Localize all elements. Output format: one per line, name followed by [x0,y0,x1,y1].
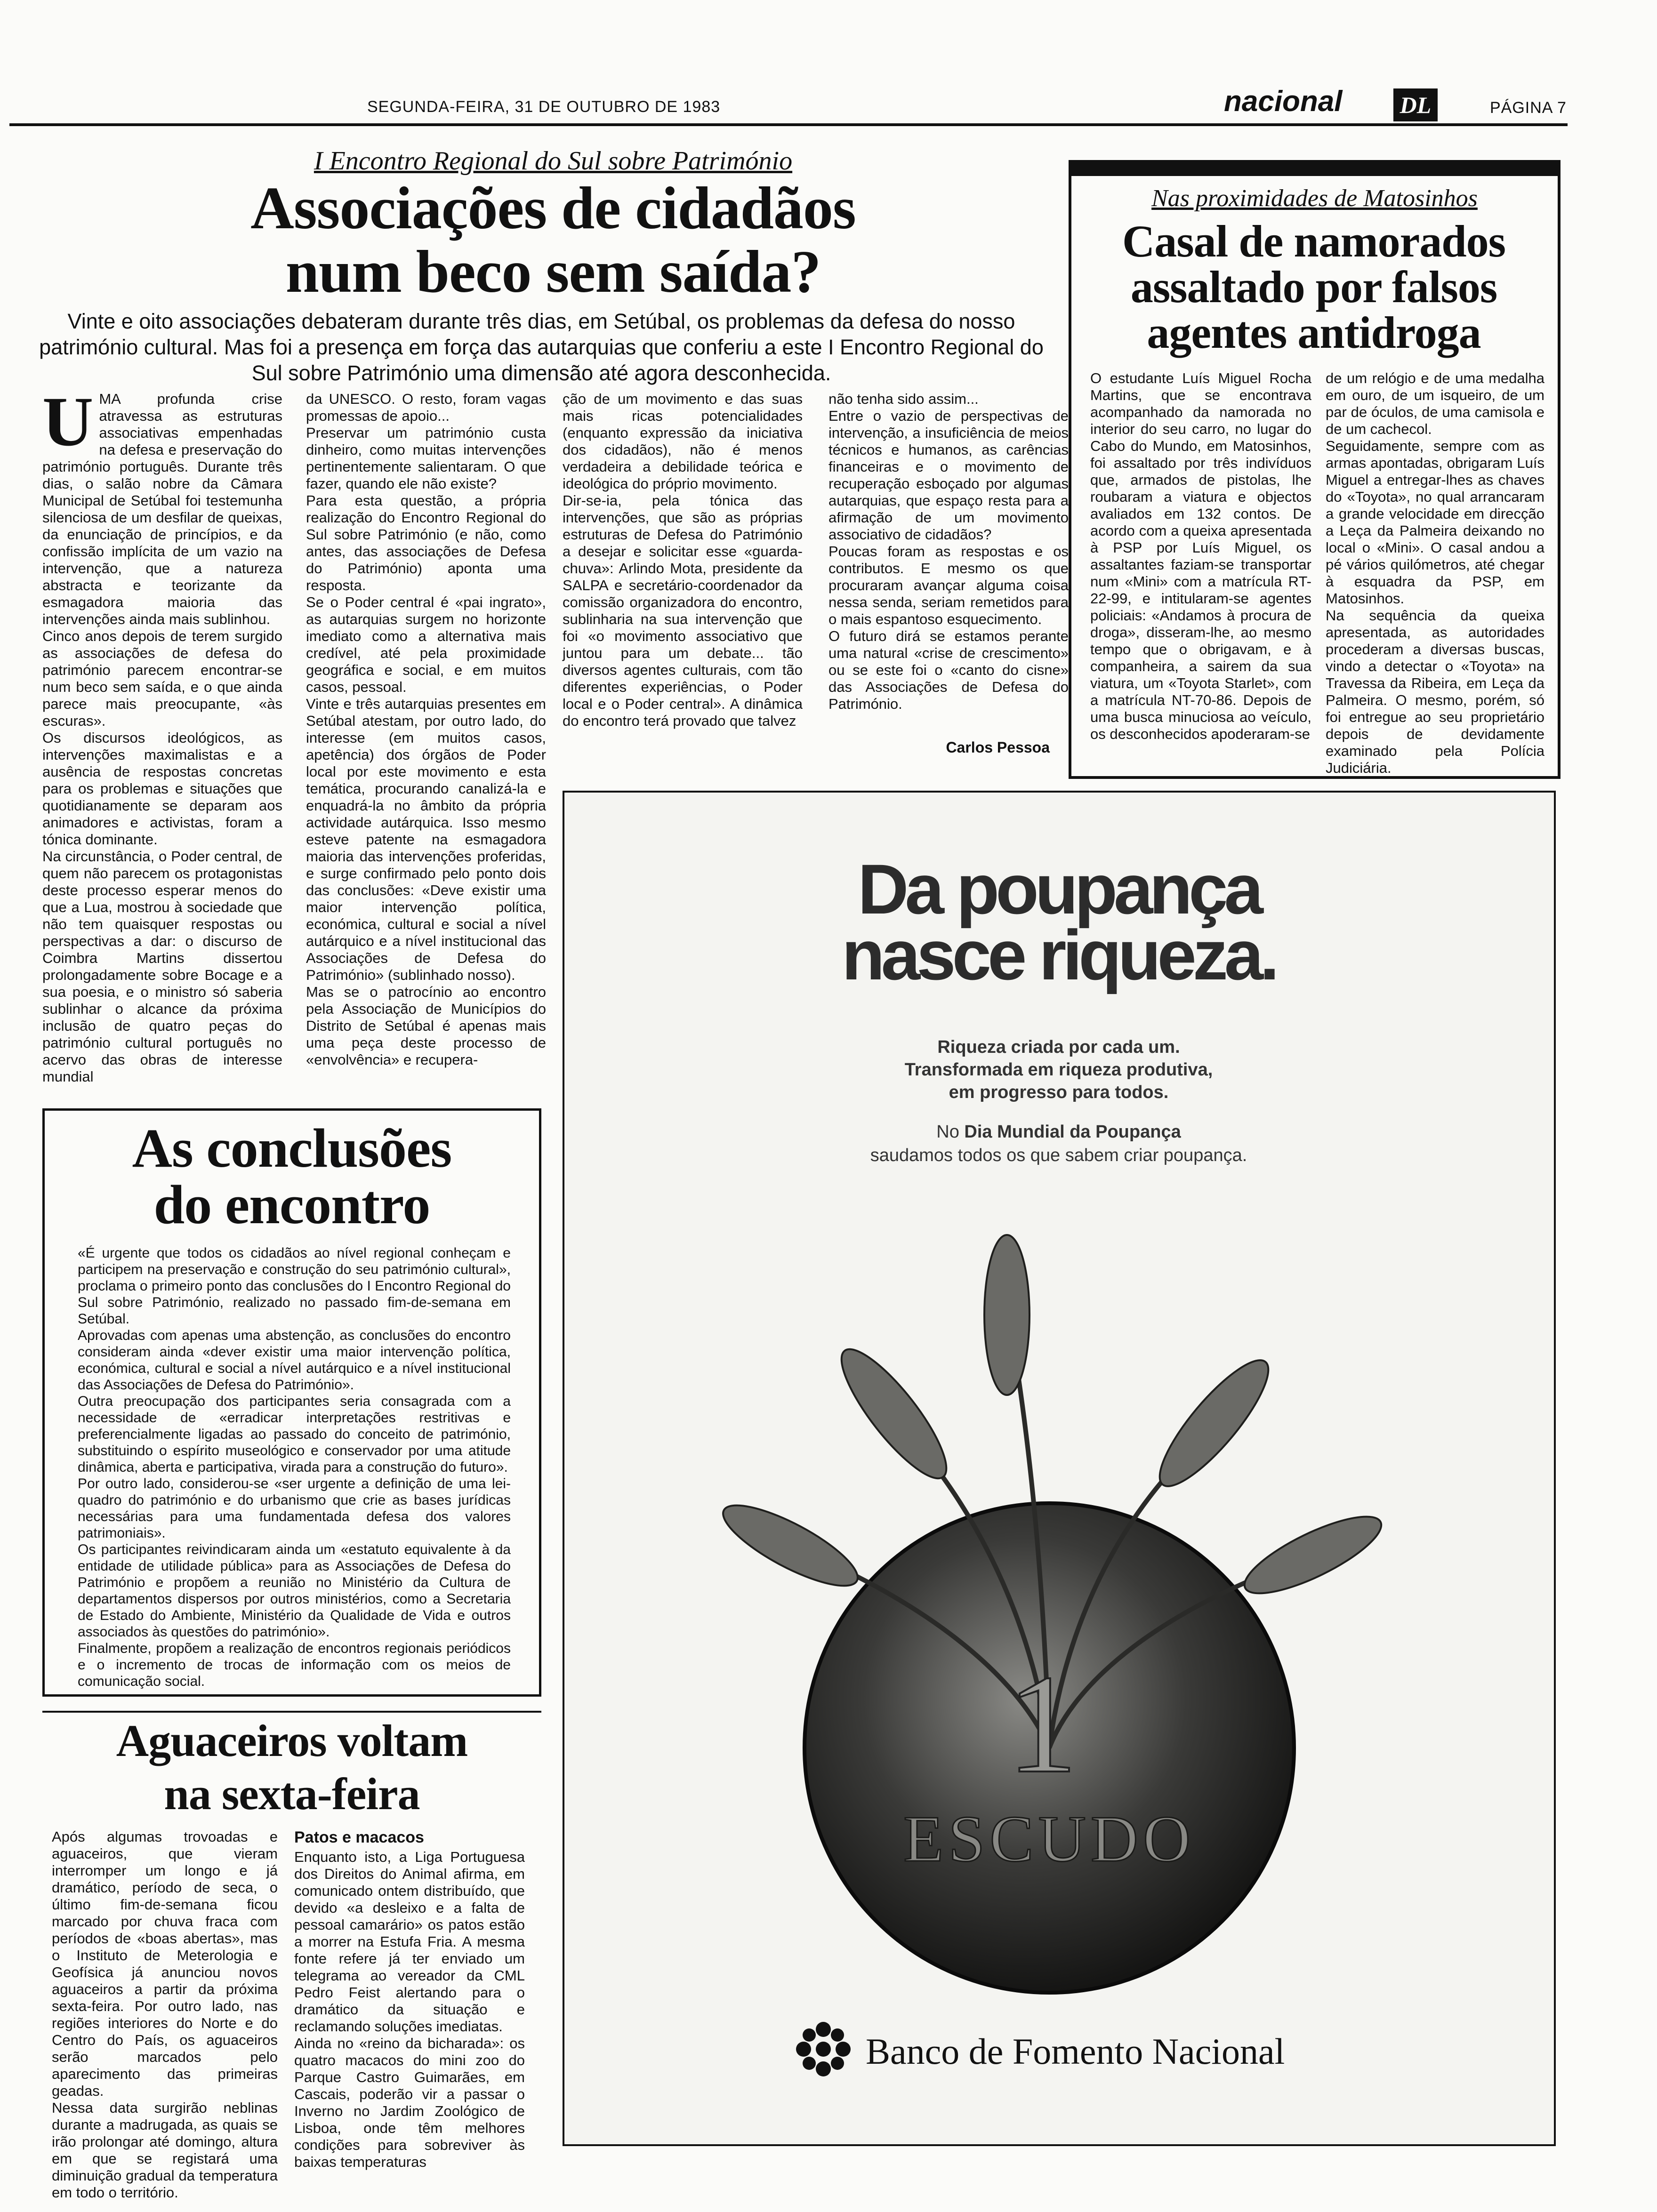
advert-greeting: saudamos todos os que sabem criar poupança. [870,1146,1247,1165]
section-name: nacional [1224,85,1343,118]
advert-event-line [564,1122,1553,1142]
bank-name: Banco de Fomento Nacional [866,2031,1285,2072]
byline: Carlos Pessoa [946,739,1050,756]
conclusions-headline-line2: do encontro [153,1174,430,1235]
side-col1-text: O estudante Luís Miguel Rocha Martins, que se encontrava acompanhado da namorada no interior do seu carro, no lugar do Cabo do Mundo, em Matosinhos, foi assaltado por três indivíduos que, armados de pistolas, lhe roubaram a viatura e objectos avaliados em 132 contos. De acordo com a queixa apresentada à PSP por Luís Miguel, os assaltantes faziam-se transportar num «Mini» com a matrícula RT-22-99, e intitularam-se agentes policiais: «Andamos à procura de droga», disseram-lhe, ao mesmo tempo que o obrigavam, e à companheira, a sairem da sua viatura, um «Toyota Starlet», com a matrícula NT-70-86. Depois de uma busca minuciosa ao veículo, os desconhecidos apoderaram-se [1090,370,1311,742]
side-kicker: Nas proximidades de Matosinhos [1151,185,1478,212]
lead-col1-text: MA profunda crise atravessa as estruturas associativas empenhadas na defesa e preservação do património português. Durante três dias, o salão nobre da Câmara Municipal de Setúbal foi testemunha silenciosa de um desfilar de queixas, da enunciação de princípios, e da confissão implícita de um vazio na intervenção, que a natureza abstracta e teorizante da esmagadora maioria das intervenções ainda mais sublinhou. Cinco anos depois de terem surgido as associações de defesa do património parecem encontrar-se num beco sem saída, e o que ainda parece mais preocupante, «às escuras». Os discursos ideológicos, as intervenções maximalistas e a ausência de respostas concretas para os problemas e situações que quotidianamente se deparam aos animadores e activistas, foram a tónica dominante. Na circunstância, o Poder central, de quem não parecem os protagonistas deste processo esperar menos do que a Lua, mostrou à sociedade que não tem quaisquer respostas ou perspectivas a dar: o discurso de Coimbra Martins dissertou prolongadamente sobre Bocage e a sua poesia, e o ministro só saberia sublinhar o alcance da próxima inclusão de quatro peças do património cultural português no acervo das obras de interesse mundial [42,391,282,1085]
side-article-box [1069,160,1560,779]
side-column-2 [1326,370,1544,776]
wheat-coin-illustration [706,1193,1412,2040]
lead-column-4 [828,391,1069,737]
side-headline: Casal de namorados assaltado por falsos agentes antidroga [1122,216,1506,358]
conclusions-text: «É urgente que todos os cidadãos ao nível regional conheçam e participem na preservação e construção do seu património cultural», proclama o primeiro ponto das conclusões do I Encontro Regional do Sul sobre Património, realizado no passado fim-de-semana em Setúbal. Aprovadas com apenas uma abstenção, as conclusões do encontro consideram ainda «dever existir uma maior intervenção política, económica, cultural e social a nível autárquico e a nível institucional das Associações de Defesa do Património». Outra preocupação dos participantes seria consagrada com a necessidade de «erradicar interpretações restritivas e preferencialmente ligadas ao passado do conceito de património, substituindo o espírito museológico e conservador por uma atitude dinâmica, aberta e participativa, virada para a construção do futuro». Por outro lado, considerou-se «ser urgente a definição de uma lei-quadro do património e do urbanismo que crie as bases jurídicas necessárias para uma fundamentada defesa dos valores patrimoniais». Os participantes reivindicaram ainda um «estatuto equivalente à da entidade de utilidade pública» para as Associações de Defesa do Património e propõem a reunião no Ministério da Cultura de departamentos dispersos por outros ministérios, como a Secretaria de Estado do Ambiente, Ministério da Qualidade de Vida e outros associados às questões do património». Finalmente, propõem a realização de encontros regionais periódicos e o incremento de trocas de informação com os meios de comunicação social. [78,1245,511,1689]
side-col2-text: de um relógio e de uma medalha em ouro, de um isqueiro, de um par de óculos, de uma camisola e de um cachecol. Seguidamente, sempre com as armas apontadas, obrigaram Luís Miguel a entregar-lhes as chaves do «Toyota», no qual arrancaram a grande velocidade em direcção a Leça da Palmeira deixando no local o «Mini». O casal andou a pé vários quilómetros, até chegar à esquadra da PSP, em Matosinhos. Na sequência da queixa apresentada, as autoridades procederam a diversas buscas, vindo a detectar o «Toyota» na Travessa da Ribeira, em Leça da Palmeira. O mesmo, porém, só foi entregue ao seu proprietário depois de devidamente examinado pela Polícia Judiciária. [1326,370,1544,776]
advert-tagline-2: Transformada em riqueza produtiva, [904,1060,1213,1080]
conclusions-body [78,1245,511,1687]
lead-column-2 [306,391,546,1101]
dl-logo-text: DL [1400,92,1432,118]
lead-kicker: I Encontro Regional do Sul sobre Património [314,146,793,176]
advert-event: Dia Mundial da Poupança [964,1122,1181,1142]
advert-box [563,791,1556,2146]
lead-headline-line1: Associações de cidadãos [250,175,856,241]
header-date: SEGUNDA-FEIRA, 31 DE OUTUBRO DE 1983 [367,98,721,116]
lead-col2-text: da UNESCO. O resto, foram vagas promessas de apoio... Preservar um património custa dinheiro, como muitas intervenções pertinentemente salientaram. O que fazer, quando ele não existe? Para esta questão, a própria realização do Encontro Regional do Sul sobre Património (e não, como antes, das associações de Defesa do Património) aponta uma resposta. Se o Poder central é «pai ingrato», as autarquias surgem no horizonte imediato como a alternativa mais credível, até pela proximidade geográfica e social, e em muitos casos, pessoal. Vinte e três autarquias presentes em Setúbal atestam, por outro lado, do interesse (em muitos casos, apetência) dos órgãos de Poder local por este movimento e esta temática, procurando canalizá-la e enquadrá-la no âmbito da própria actividade autárquica. Isso mesmo esteve patente na esmagadora maioria das intervenções proferidas, e surge confirmado pelo ponto dois das conclusões: «Deve existir uma maior intervenção política, económica, cultural e social a nível autárquico e a nível institucional das Associações de Defesa do Património» (sublinhado nosso). Mas se o patrocínio ao encontro pela Associação de Municípios do Distrito de Setúbal é apenas mais uma peça deste processo de «envolvência» e recupera- [306,391,546,1068]
page-header [0,0,1657,136]
lead-col4-text: não tenha sido assim... Entre o vazio de perspectivas de intervenção, a insuficiência de meios técnicos e humanos, as carências financeiras e o movimento de recuperação esboçado por algumas autarquias, que espaço resta para a afirmação de um movimento associativo de cidadãos? Poucas foram as respostas e os contributos. E mesmo os que procuraram avançar alguma coisa nessa senda, seriam remetidos para o mais espantoso esquecimento. O futuro dirá se estamos perante uma natural «crise de crescimento» ou se este foi o «canto do cisne» das Associações de Defesa do Património. [828,391,1069,712]
side-column-1 [1090,370,1311,770]
coin-text: ESCUDO [903,1803,1196,1875]
conclusions-headline-line1: As conclusões [132,1117,452,1179]
lead-standfirst: Vinte e oito associações debateram durante três dias, em Setúbal, os problemas da defesa do nosso património cultural. Mas foi a presença em força das autarquias que conferiu a este I Encontro Regional do Sul sobre Património uma dimensão até agora desconhecida. [39,309,1044,385]
lead-col3-text: ção de um movimento e das suas mais ricas potencialidades (enquanto expressão da iniciativa dos cidadãos), não é menos verdadeira a debilidade teórica e ideológica do próprio movimento. Dir-se-ia, pela tónica das intervenções, que são as próprias estruturas de Defesa do Património a desejar e solicitar esse «guarda-chuva»: Arlindo Mota, presidente da SALPA e secretário-coordenador da comissão organizadora do encontro, sublinharia na sua intervenção que foi «o movimento associativo que juntou para um debate... tão diversos agentes culturais, com tão diferentes experiências, o Poder local e o Poder central». A dinâmica do encontro terá provado que talvez [563,391,803,729]
side-box-top-bar [1071,163,1558,176]
star-flower-logo-icon [795,2021,852,2077]
advert-event-prefix: No [936,1122,959,1142]
lead-headline-line2: num beco sem saída? [285,238,821,305]
weather-headline-line2: na sexta-feira [164,1769,420,1819]
weather-sub-text: Enquanto isto, a Liga Portuguesa dos Direitos do Animal afirma, em comunicado ontem distribuído, que devido «a desleixo e a falta de pessoal camarário» os patos estão a morrer na Estufa Fria. A mesma fonte refere já ter enviado um telegrama ao vereador da CML Pedro Feist alertando para o dramático da situação e reclamando soluções imediatas. Ainda no «reino da bicharada»: os quatro macacos do mini zoo do Parque Castro Guimarães, em Cascais, poderão vir a passar o Inverno no Jardim Zoológico de Lisboa, onde têm melhores condições para sobreviver às baixas temperaturas [294,1849,525,2170]
weather-rule [42,1711,541,1713]
advert-headline-line1: Da poupança [858,850,1260,929]
advert-tagline-1: Riqueza criada por cada um. [937,1037,1180,1057]
weather-subheading: Patos e macacos [294,1828,424,1846]
weather-body [52,1828,278,2201]
header-rule [9,123,1568,126]
advert-tagline-3: em progresso para todos. [949,1082,1169,1102]
coin-numeral: 1 [1007,1646,1078,1802]
drop-cap: U [42,383,94,461]
dl-logo-icon [1393,88,1438,121]
weather-headline-line1: Aguaceiros voltam [116,1715,468,1766]
advert-headline-line2: nasce riqueza. [842,915,1276,994]
weather-text: Após algumas trovoadas e aguaceiros, que vieram interromper um longo e já dramático, período de seca, o último fim-de-semana ficou marcado por chuva fraca com períodos de «boas abertas», mas o Instituto de Meterologia e Geofísica já anunciou novos aguaceiros a partir da próxima sexta-feira. Por outro lado, nas regiões interiores do Norte e do Centro do País, os aguaceiros serão marcados pelo aparecimento das primeiras geadas. Nessa data surgirão neblinas durante a madrugada, as quais se irão prolongar até domingo, altura em que se registará uma diminuição gradual da temperatura em todo o território. [52,1828,278,2201]
lead-column-3 [563,391,803,772]
weather-sub-body [294,1849,525,2192]
page-number: PÁGINA 7 [1490,99,1567,117]
lead-column-1 [42,383,282,1101]
conclusions-box [42,1108,541,1697]
